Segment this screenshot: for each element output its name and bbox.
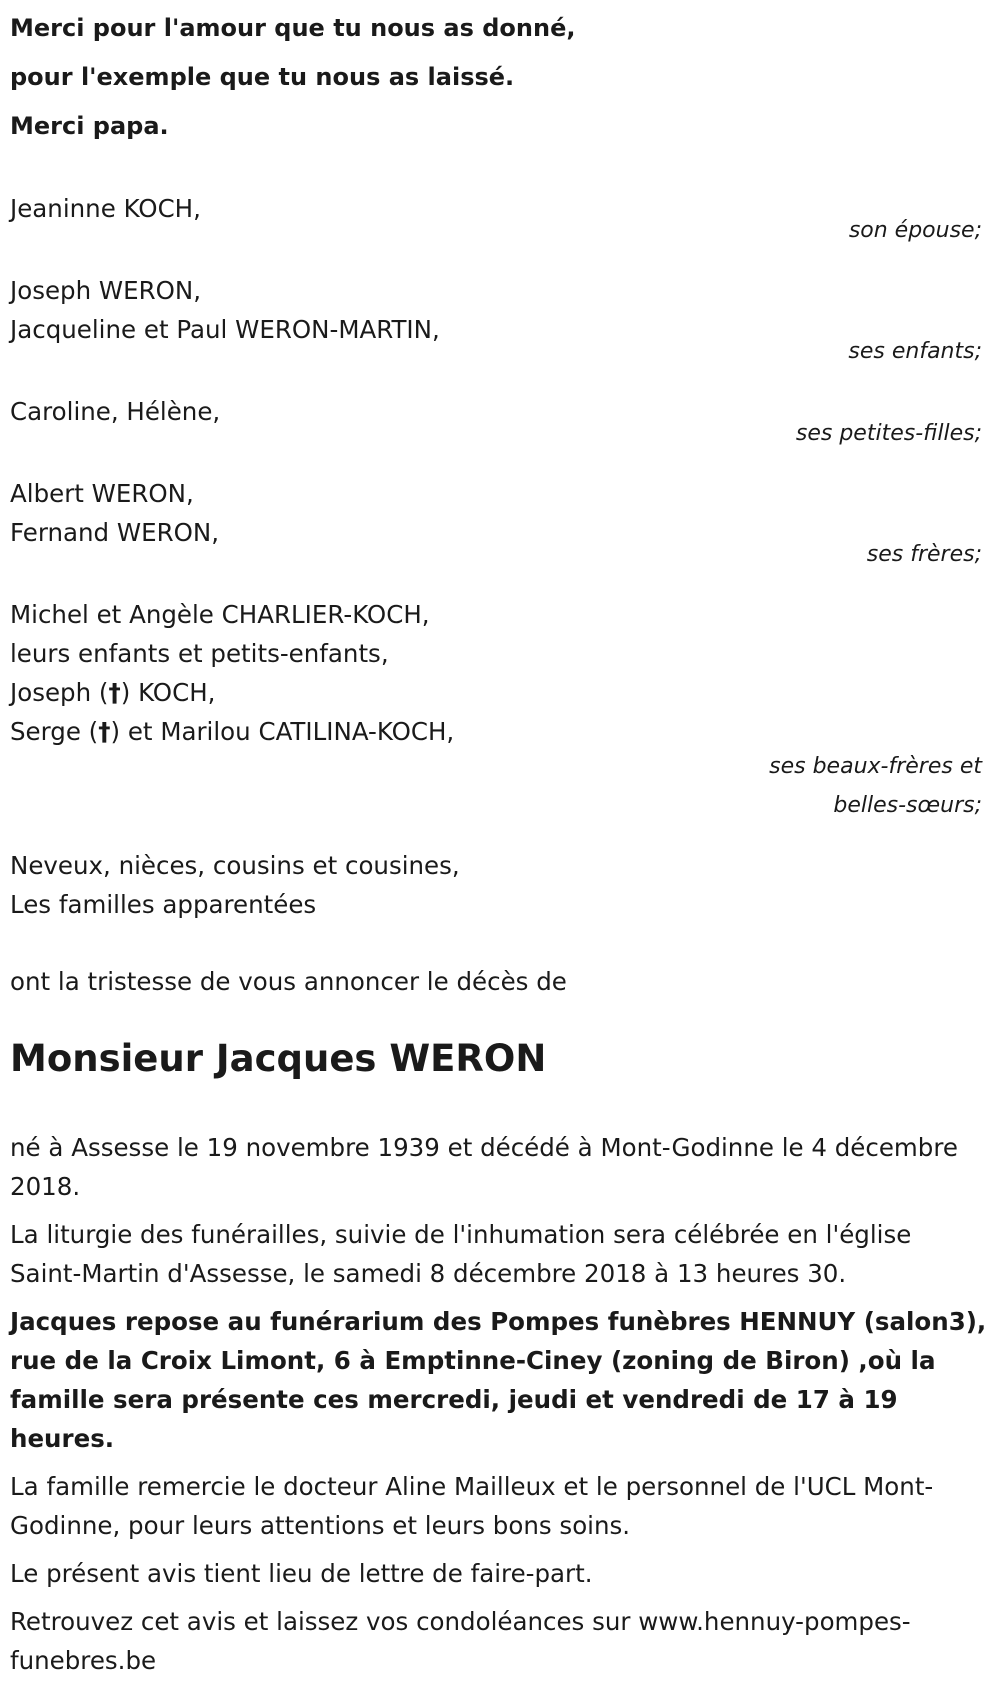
family-group-granddaughters xyxy=(10,392,990,453)
name-part: Serge ( xyxy=(10,717,99,746)
announcement-text: ont la tristesse de vous annoncer le décès de xyxy=(10,967,567,996)
name-part: ) KOCH, xyxy=(120,678,216,707)
family-group-spouse xyxy=(10,189,990,250)
family-name: Michel et Angèle CHARLIER-KOCH, xyxy=(10,600,430,629)
extended-relatives xyxy=(10,846,990,924)
family-group-children xyxy=(10,271,990,371)
family-group-in-laws xyxy=(10,595,990,825)
thanks-paragraph: La famille remercie le docteur Aline Mailleux et le personnel de l'UCL Mont-Godinne, pour leurs attentions et leurs bons soins. xyxy=(10,1472,934,1540)
cross-icon: † xyxy=(108,678,121,707)
intro-line: Merci pour l'amour que tu nous as donné, xyxy=(10,14,576,42)
family-relation: belles-sœurs; xyxy=(833,793,982,818)
liturgy-paragraph: La liturgie des funérailles, suivie de l'inhumation sera célébrée en l'église Saint-Martin d'Assesse, le samedi 8 décembre 2018 à 13 heures 30. xyxy=(10,1220,912,1288)
family-name: Joseph WERON, xyxy=(10,276,202,305)
family-name: Fernand WERON, xyxy=(10,518,220,547)
family-name: Jacqueline et Paul WERON-MARTIN, xyxy=(10,315,440,344)
family-relation: ses beaux-frères et xyxy=(769,754,982,779)
name-part: ) et Marilou CATILINA-KOCH, xyxy=(110,717,455,746)
family-relation: son épouse; xyxy=(848,218,982,243)
intro-message xyxy=(10,0,990,151)
family-name: Jeaninne KOCH, xyxy=(10,194,201,223)
family-name: leurs enfants et petits-enfants, xyxy=(10,639,389,668)
family-name-deceased-joseph xyxy=(10,673,990,712)
family-name: Caroline, Hélène, xyxy=(10,397,221,426)
family-group-brothers xyxy=(10,474,990,574)
relatives-line: Neveux, nièces, cousins et cousines, xyxy=(10,851,460,880)
family-relation: ses petites-filles; xyxy=(795,421,982,446)
intro-line: pour l'exemple que tu nous as laissé. xyxy=(10,63,515,91)
birth-death-paragraph: né à Assesse le 19 novembre 1939 et décédé à Mont-Godinne le 4 décembre 2018. xyxy=(10,1133,958,1201)
family-relation: ses frères; xyxy=(866,542,982,567)
intro-line: Merci papa. xyxy=(10,112,169,140)
deceased-name: Monsieur Jacques WERON xyxy=(10,1037,547,1080)
funerarium-paragraph: Jacques repose au funérarium des Pompes funèbres HENNUY (salon3), rue de la Croix Limont, 6 à Emptinne-Ciney (zoning de Biron) ,où la famille sera présente ces mercredi, jeudi et vendredi de 17 à 19 heures. xyxy=(10,1307,987,1453)
name-part: Joseph ( xyxy=(10,678,109,707)
obituary-notice xyxy=(10,0,990,1689)
family-name-deceased-serge xyxy=(10,712,990,751)
notice-paragraph: Le présent avis tient lieu de lettre de faire-part. xyxy=(10,1559,593,1588)
family-list xyxy=(10,189,990,825)
family-name: Albert WERON, xyxy=(10,479,194,508)
relatives-line: Les familles apparentées xyxy=(10,890,317,919)
website-paragraph: Retrouvez cet avis et laissez vos condoléances sur www.hennuy-pompes-funebres.be xyxy=(10,1607,911,1675)
cross-icon: † xyxy=(98,717,111,746)
family-relation: ses enfants; xyxy=(848,339,982,364)
